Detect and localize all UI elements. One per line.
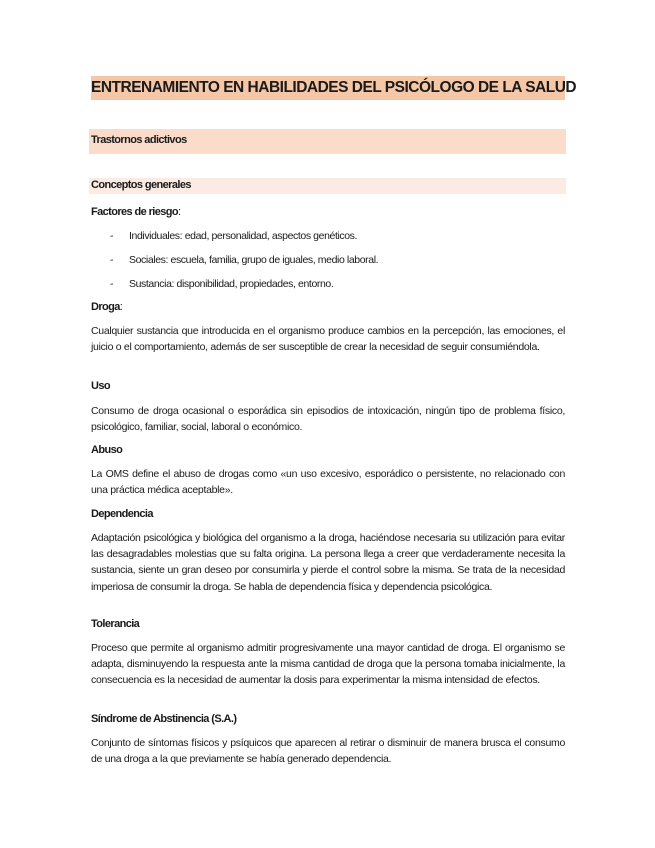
list-item-text: Sociales: escuela, familia, grupo de iguales, medio laboral.: [129, 254, 379, 266]
abstinencia-heading: Síndrome de Abstinencia (S.A.): [91, 713, 237, 725]
tolerancia-heading: Tolerancia: [91, 618, 140, 630]
subsection-heading: Conceptos generales: [91, 179, 191, 191]
uso-paragraph: Consumo de droga ocasional o esporádica sin episodios de intoxicación, ningún tipo de problema físico, psicológico, familiar, social, laboral o económico.: [91, 405, 565, 434]
droga-paragraph: Cualquier sustancia que introducida en el organismo produce cambios en la percepción, las emociones, el juicio o el comportamiento, además de ser susceptible de crear la necesidad de seguir consumiéndola.: [91, 325, 565, 354]
droga-heading-text: Droga: [91, 301, 120, 313]
factores-heading-text: Factores de riesgo: [91, 206, 179, 218]
list-item: - Sustancia: disponibilidad, propiedades, entorno.: [110, 278, 334, 290]
droga-heading-colon: :: [119, 301, 123, 313]
dependencia-paragraph: Adaptación psicológica y biológica del organismo a la droga, haciéndose necesaria su utilización para evitar las desagradables molestias que su falta origina. La persona llega a creer que verdaderamente necesita la sustancia, siente un gran deseo por consumirla y pierde el control sobre la misma. Se trata de la necesidad imperiosa de consumir la droga. Se habla de dependencia física y dependencia psicológica.: [91, 532, 565, 593]
list-item: - Individuales: edad, personalidad, aspectos genéticos.: [110, 230, 358, 242]
subsection-heading-bar: [89, 178, 566, 194]
droga-heading: [91, 300, 122, 314]
abuso-paragraph: La OMS define el abuso de drogas como «un uso excesivo, esporádico o persistente, no relacionado con una práctica médica aceptable».: [91, 468, 565, 497]
abstinencia-paragraph: Conjunto de síntomas físicos y psíquicos que aparecen al retirar o disminuir de manera brusca el consumo de una droga a la que previamente se había generado dependencia.: [91, 737, 565, 766]
uso-heading: Uso: [91, 380, 110, 392]
list-item: - Sociales: escuela, familia, grupo de iguales, medio laboral.: [110, 254, 379, 266]
tolerancia-paragraph: Proceso que permite al organismo admitir progresivamente una mayor cantidad de droga. El organismo se adapta, disminuyendo la respuesta ante la misma cantidad de droga que la persona tomaba inicialmente, la consecuencia es la necesidad de aumentar la dosis para experimentar la misma intensidad de efectos.: [91, 642, 565, 687]
document-title: ENTRENAMIENTO EN HABILIDADES DEL PSICÓLOGO DE LA SALUD: [91, 76, 565, 100]
list-item-text: Individuales: edad, personalidad, aspectos genéticos.: [129, 230, 358, 242]
factores-heading-colon: :: [178, 206, 181, 218]
dependencia-heading: Dependencia: [91, 508, 153, 520]
factores-heading: [91, 205, 180, 219]
section-heading-bar: [89, 129, 566, 154]
abuso-heading: Abuso: [91, 444, 123, 456]
section-heading: Trastornos adictivos: [91, 134, 187, 146]
list-item-text: Sustancia: disponibilidad, propiedades, entorno.: [129, 278, 334, 290]
